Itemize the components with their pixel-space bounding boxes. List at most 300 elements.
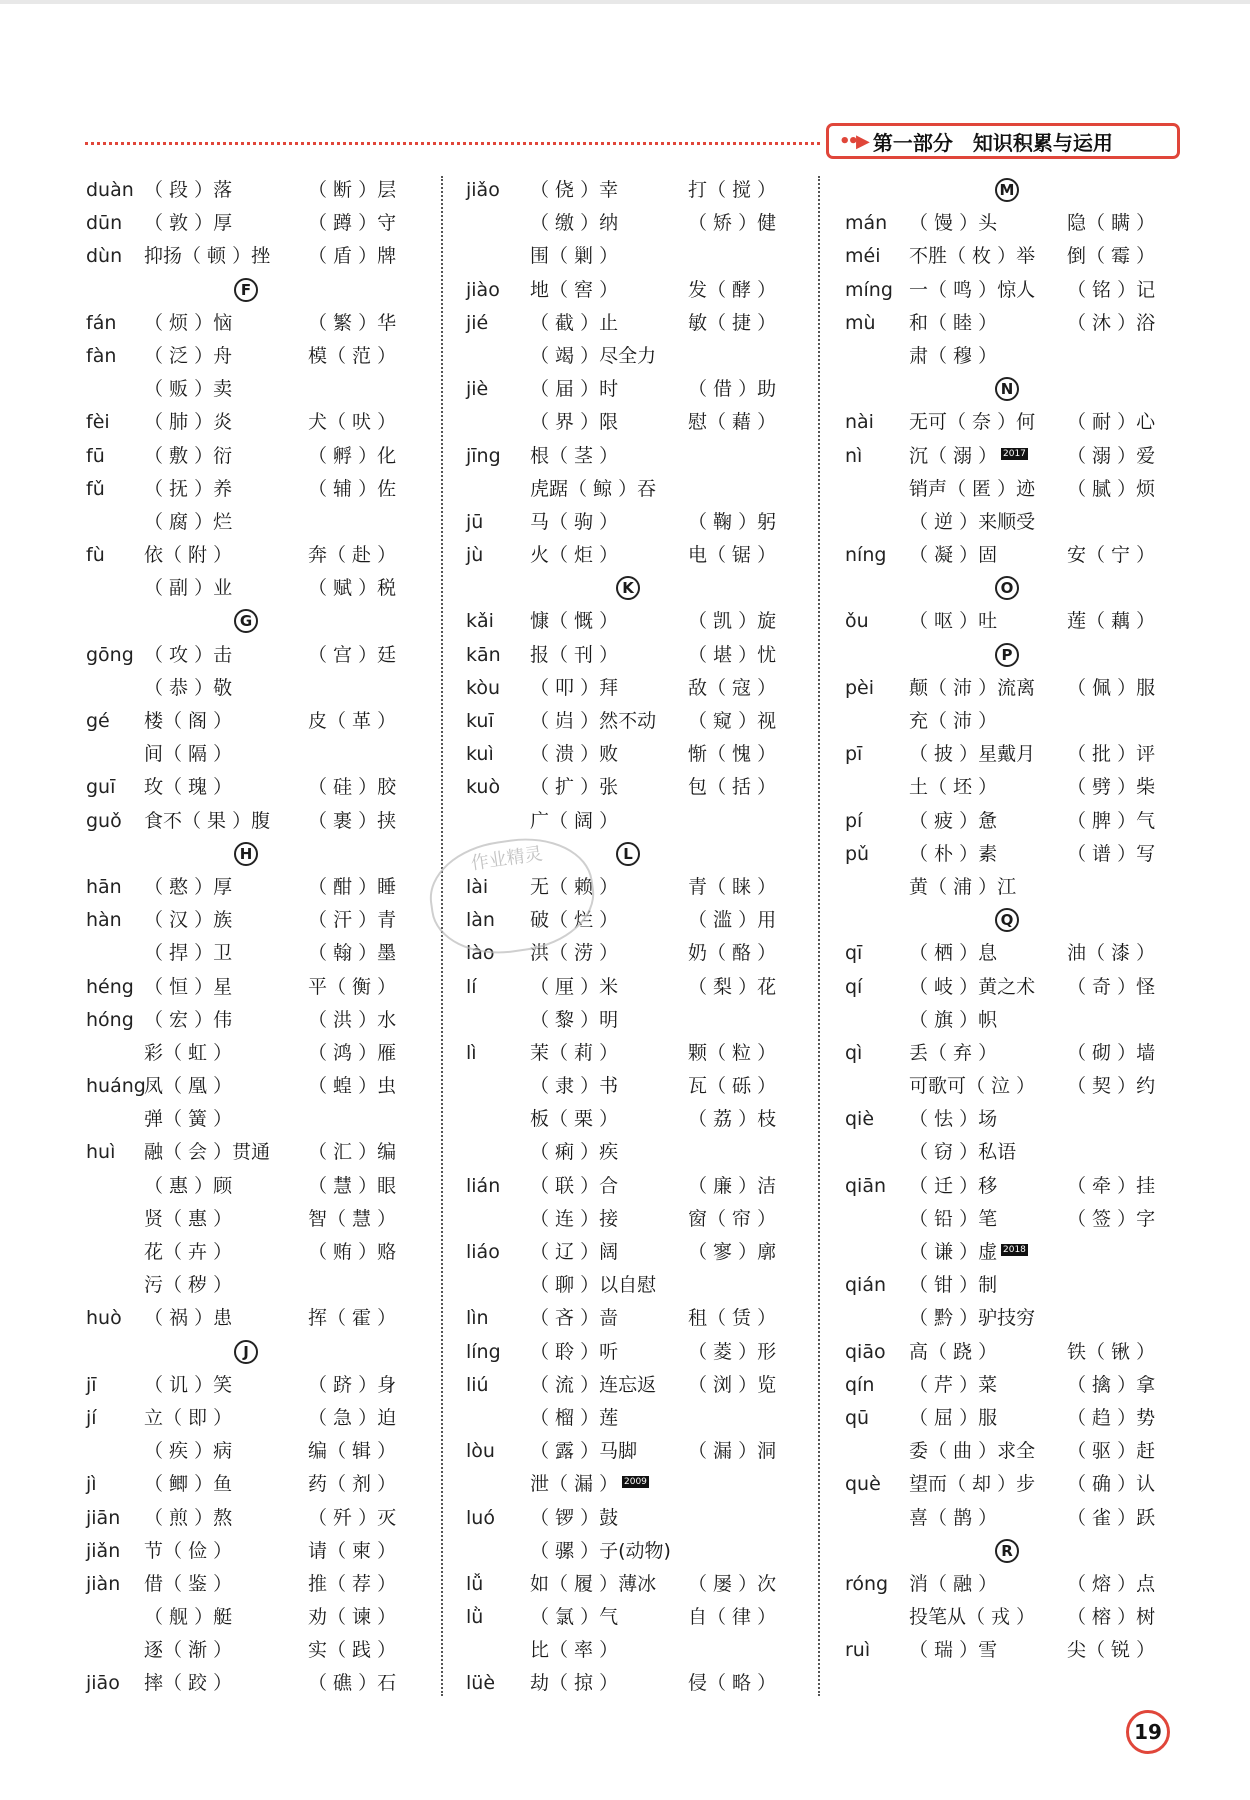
pinyin: fàn [86,344,117,367]
pinyin: lì [466,1041,477,1064]
pinyin: fū [86,444,105,467]
word-entry [86,1004,406,1037]
pinyin: nài [845,411,874,434]
word-b: （ 契 ）约 [1067,1075,1156,1098]
word-a: （ 抚 ）养 [144,477,233,500]
word-a: （ 聊 ）以自慰 [530,1274,657,1297]
word-entry [466,1502,796,1535]
letter-badge: G [234,609,258,633]
word-b: （ 盾 ）牌 [308,245,397,268]
word-a: 间（ 隔 ） [144,743,233,766]
page-number: 19 [1126,1710,1170,1754]
word-entry [86,771,406,804]
pinyin: gōng [86,643,134,666]
word-entry [466,307,796,340]
word-entry [845,971,1175,1004]
word-b: 租（ 赁 ） [688,1307,777,1330]
word-b: 奶（ 酪 ） [688,942,777,965]
word-b: （ 腻 ）烦 [1067,477,1156,500]
word-a: （ 宏 ）伟 [144,1008,233,1031]
word-entry [86,1634,406,1667]
word-a: 抑扬（ 顿 ）挫 [144,245,271,268]
pinyin: jiāo [86,1672,120,1695]
word-entry [845,1037,1175,1070]
word-entry [86,506,406,539]
word-a: （ 祸 ）患 [144,1307,233,1330]
pinyin: jiè [466,378,489,401]
word-entry [86,1468,406,1501]
word-entry [86,307,406,340]
pinyin: què [845,1473,881,1496]
word-entry [466,1535,796,1568]
word-a: 茉（ 莉 ） [530,1041,619,1064]
word-entry [466,1269,796,1302]
word-entry [86,1435,406,1468]
word-entry [86,1203,406,1236]
word-entry [845,771,1175,804]
word-a: 地（ 窖 ） [530,278,619,301]
pinyin: lòu [466,1440,495,1463]
letter-heading [86,1336,406,1369]
word-a: 节（ 俭 ） [144,1539,233,1562]
word-entry [466,506,796,539]
word-entry [466,805,796,838]
pinyin: níng [845,544,887,567]
word-b: （ 贿 ）赂 [308,1241,397,1263]
word-a: 充（ 沛 ） [909,710,998,732]
word-a: （ 怯 ）场 [909,1108,998,1131]
column-3 [845,174,1175,1667]
word-a: （ 瑞 ）雪 [909,1639,998,1662]
word-entry [466,639,796,672]
word-a: 洪（ 涝 ） [530,942,619,965]
word-b: （ 滥 ）用 [688,909,777,932]
word-a: 楼（ 阁 ） [144,710,233,732]
pinyin: huáng [86,1075,146,1098]
word-a: （ 榴 ）莲 [530,1406,619,1429]
word-a: （ 敷 ）衍 [144,444,233,467]
word-a: 借（ 鉴 ） [144,1572,233,1595]
pinyin: lián [466,1174,501,1197]
word-b: 挥（ 霍 ） [308,1307,397,1330]
letter-heading [845,174,1175,207]
letter-badge: J [234,1340,258,1364]
word-a: （ 肺 ）炎 [144,411,233,434]
pinyin: pí [845,809,863,832]
word-a: 玫（ 瑰 ） [144,776,233,799]
pinyin: gé [86,710,110,732]
word-entry [466,473,796,506]
pinyin: nì [845,444,863,467]
word-b: 劝（ 谏 ） [308,1606,397,1629]
word-a: 肃（ 穆 ） [909,344,998,367]
word-a: 板（ 栗 ） [530,1108,619,1131]
word-a: （ 铅 ）笔 [909,1207,998,1230]
word-entry [845,1601,1175,1634]
word-a: （ 氯 ）气 [530,1606,619,1629]
word-entry [86,406,406,439]
word-b: 发（ 酵 ） [688,278,777,301]
word-a: 和（ 睦 ） [909,311,998,334]
word-entry [86,1302,406,1335]
word-a: （ 迁 ）移 [909,1174,998,1197]
word-entry [86,904,406,937]
word-a: （ 舰 ）艇 [144,1606,233,1629]
word-entry [466,340,796,373]
word-entry [86,1402,406,1435]
word-a: 马（ 驹 ） [530,510,619,533]
word-a: （ 溃 ）败 [530,743,619,766]
pinyin: lí [466,975,477,998]
word-entry [845,240,1175,273]
pinyin: fǔ [86,477,105,500]
word-b: （ 矫 ）健 [688,212,777,235]
word-b: 智（ 慧 ） [308,1207,397,1230]
word-a: （ 骡 ）子(动物) [530,1539,671,1562]
word-a: （ 吝 ）啬 [530,1307,619,1330]
word-b: （ 佩 ）服 [1067,676,1156,699]
word-entry [845,1136,1175,1169]
pinyin: jīng [466,444,501,467]
word-entry [86,705,406,738]
word-entry [86,1070,406,1103]
word-b: （ 宫 ）廷 [308,643,397,666]
pinyin: kǎi [466,610,494,633]
word-b: （ 跻 ）身 [308,1373,397,1396]
section-title: 第一部分 知识积累与运用 [872,130,1113,155]
word-a: 贤（ 惠 ） [144,1207,233,1230]
word-b: （ 酣 ）睡 [308,875,397,898]
word-b: （ 汗 ）青 [308,909,397,932]
word-a: 望而（ 却 ）步 [909,1473,1036,1496]
letter-badge: F [234,278,258,302]
word-b: 实（ 践 ） [308,1639,397,1662]
word-b: 编（ 辑 ） [308,1440,397,1463]
word-entry [845,672,1175,705]
word-a: （ 扩 ）张 [530,776,619,799]
word-b: （ 铭 ）记 [1067,278,1156,301]
pinyin: jiǎo [466,179,500,201]
word-b: （ 翰 ）墨 [308,942,397,965]
pinyin: qí [845,975,863,998]
pinyin: jù [466,544,484,567]
word-b: （ 牵 ）挂 [1067,1174,1156,1197]
word-entry [86,1568,406,1601]
word-a: （ 憨 ）厚 [144,875,233,898]
word-entry [845,1402,1175,1435]
letter-badge: H [234,842,258,866]
word-b: （ 劈 ）柴 [1067,776,1156,799]
letter-badge: P [995,643,1019,667]
word-b: （ 歼 ）灭 [308,1506,397,1529]
word-b: （ 借 ）助 [688,378,777,401]
word-a: 弹（ 簧 ） [144,1108,233,1131]
word-a: （ 岿 ）然不动 [530,710,657,732]
word-b: 侵（ 略 ） [688,1672,777,1695]
word-a: 火（ 炬 ） [530,544,619,567]
word-a: 劫（ 掠 ） [530,1672,619,1695]
letter-heading [845,1535,1175,1568]
word-a: 广（ 阔 ） [530,809,619,832]
word-b: （ 签 ）字 [1067,1207,1156,1230]
word-a: （ 露 ）马脚 [530,1440,638,1463]
word-a: 不胜（ 枚 ）举 [909,245,1036,268]
word-a: （ 黔 ）驴技穷 [909,1307,1036,1330]
pinyin: huì [86,1141,116,1164]
word-a: （ 截 ）止 [530,311,619,334]
word-b: （ 凯 ）旋 [688,610,777,633]
pinyin: liáo [466,1241,500,1263]
word-b: 电（ 锯 ） [688,544,777,567]
word-b: 请（ 柬 ） [308,1539,397,1562]
letter-badge: K [616,576,640,600]
word-a: 销声（ 匿 ）迹 [909,477,1036,500]
word-a: （ 连 ）接 [530,1207,619,1230]
word-a: （ 鲫 ）鱼 [144,1473,233,1496]
pinyin: jié [466,311,489,334]
word-entry [86,373,406,406]
word-b: 青（ 睐 ） [688,875,777,898]
pinyin: míng [845,278,893,301]
word-b: 铁（ 锹 ） [1067,1340,1156,1363]
word-entry [845,539,1175,572]
word-a: （ 逆 ）来顺受 [909,510,1036,533]
word-a: 凤（ 凰 ） [144,1075,233,1098]
word-entry [845,1236,1175,1269]
word-b: 尖（ 锐 ） [1067,1639,1156,1662]
word-b: （ 急 ）迫 [308,1406,397,1429]
word-a: （ 竭 ）尽全力 [530,344,657,367]
word-entry [845,274,1175,307]
word-entry [86,1236,406,1269]
word-entry [845,1004,1175,1037]
pinyin: lüè [466,1672,496,1695]
word-a: （ 芹 ）菜 [909,1373,998,1396]
column-divider [818,176,820,1696]
word-a: （ 锣 ）鼓 [530,1506,619,1529]
word-entry [466,1004,796,1037]
word-entry [466,1402,796,1435]
word-b: 莲（ 藕 ） [1067,610,1156,633]
word-b: （ 奇 ）怪 [1067,975,1156,998]
word-entry [845,406,1175,439]
word-a: （ 岐 ）黄之术 [909,975,1036,998]
word-a: （ 隶 ）书 [530,1075,619,1098]
word-entry [86,240,406,273]
word-entry [466,1170,796,1203]
word-a: （ 泛 ）舟 [144,344,233,367]
word-b: （ 砌 ）墙 [1067,1041,1156,1064]
word-b: （ 裹 ）挟 [308,809,397,832]
word-entry [466,971,796,1004]
word-entry [86,1535,406,1568]
pinyin: lài [466,875,489,898]
word-entry [466,1369,796,1402]
letter-badge: Q [995,908,1019,932]
word-a: （ 恭 ）敬 [144,676,233,699]
word-b: 平（ 衡 ） [308,975,397,998]
word-b: （ 鸿 ）雁 [308,1041,397,1064]
word-b: （ 耐 ）心 [1067,411,1156,434]
word-entry [86,473,406,506]
letter-heading [845,904,1175,937]
letter-badge: R [995,1539,1019,1563]
word-b: 倒（ 霉 ） [1067,245,1156,268]
pinyin: pī [845,743,863,766]
word-a: （ 讥 ）笑 [144,1373,233,1396]
word-a: 摔（ 跤 ） [144,1672,233,1695]
word-b: （ 繁 ）华 [308,311,397,334]
letter-heading [86,605,406,638]
word-b: （ 洪 ）水 [308,1008,397,1031]
word-entry [466,1136,796,1169]
word-b: （ 菱 ）形 [688,1340,777,1363]
word-b: 敌（ 寇 ） [688,676,777,699]
word-a: 逐（ 渐 ） [144,1639,233,1662]
word-entry [466,1468,796,1501]
word-a: 泄（ 漏 ） [530,1473,619,1496]
word-b: 自（ 律 ） [688,1606,777,1629]
pinyin: kuī [466,710,494,732]
word-entry [86,871,406,904]
word-entry [466,539,796,572]
word-b: （ 榕 ）树 [1067,1606,1156,1629]
word-b: （ 窥 ）视 [688,710,777,732]
word-entry [466,174,796,207]
word-entry [86,572,406,605]
word-a: （ 披 ）星戴月 [909,743,1036,766]
word-entry [86,1037,406,1070]
word-b: 慰（ 藉 ） [688,411,777,434]
pinyin: ruì [845,1639,871,1662]
year-tag: 2018 [1003,1245,1026,1255]
pinyin: jì [86,1473,97,1496]
letter-heading [466,572,796,605]
word-a: （ 朴 ）素 [909,842,998,865]
word-entry [86,1103,406,1136]
word-entry [845,838,1175,871]
word-a: 依（ 附 ） [144,544,233,567]
word-a: （ 叩 ）拜 [530,676,619,699]
pinyin: jiàn [86,1572,121,1595]
word-entry [466,738,796,771]
word-entry [845,1336,1175,1369]
word-a: （ 流 ）连忘返 [530,1373,657,1396]
letter-heading [86,274,406,307]
pinyin: fèi [86,411,110,434]
word-a: （ 副 ）业 [144,577,233,600]
pinyin: pèi [845,676,875,699]
word-entry [86,440,406,473]
pinyin: liú [466,1373,489,1396]
word-b: （ 蹲 ）守 [308,212,397,235]
word-entry [86,805,406,838]
letter-badge: L [616,842,640,866]
word-entry [466,207,796,240]
word-entry [86,1369,406,1402]
word-entry [845,937,1175,970]
word-a: （ 馒 ）头 [909,212,998,235]
section-header [826,123,1180,159]
word-entry [466,1103,796,1136]
word-entry [86,738,406,771]
word-b: （ 沐 ）浴 [1067,311,1156,334]
pinyin: róng [845,1572,889,1595]
pinyin: qiān [845,1174,887,1197]
column-1 [86,174,406,1701]
word-a: 慷（ 慨 ） [530,610,619,633]
word-a: （ 呕 ）吐 [909,610,998,633]
word-b: （ 趋 ）势 [1067,1406,1156,1429]
header-dotted-rule [85,142,820,145]
word-entry [86,1667,406,1700]
word-a: 如（ 履 ）薄冰 [530,1572,657,1595]
pinyin: kuò [466,776,501,799]
word-entry [466,440,796,473]
word-entry [86,639,406,672]
word-entry [845,1502,1175,1535]
pinyin: dùn [86,245,123,268]
word-a: 黄（ 浦 ）江 [909,875,1017,898]
word-a: （ 辽 ）阔 [530,1241,619,1263]
word-a: （ 疲 ）惫 [909,809,998,832]
word-b: （ 辅 ）佐 [308,477,397,500]
word-entry [845,340,1175,373]
word-a: （ 敦 ）厚 [144,212,233,235]
word-b: 皮（ 革 ） [308,710,397,732]
pinyin: lǚ [466,1572,484,1595]
word-a: （ 捍 ）卫 [144,942,233,965]
word-entry [845,605,1175,638]
word-a: 一（ 鸣 ）惊人 [909,278,1036,301]
pinyin: lǜ [466,1606,484,1629]
word-a: （ 煎 ）熬 [144,1506,233,1529]
word-b: （ 梨 ）花 [688,975,777,998]
word-entry [86,672,406,705]
word-b: 包（ 括 ） [688,776,777,799]
word-entry [466,672,796,705]
word-entry [845,1468,1175,1501]
word-b: 奔（ 赴 ） [308,544,397,567]
word-a: 融（ 会 ）贯通 [144,1141,271,1164]
word-b: 油（ 漆 ） [1067,942,1156,965]
word-entry [845,307,1175,340]
word-a: 虎踞（ 鲸 ）吞 [530,477,657,500]
word-a: （ 黎 ）明 [530,1008,619,1031]
word-b: （ 荔 ）枝 [688,1108,777,1131]
word-b: 敏（ 捷 ） [688,311,777,334]
word-b: 模（ 范 ） [308,344,397,367]
pinyin: jiào [466,278,500,301]
word-a: （ 恒 ）星 [144,975,233,998]
word-a: （ 窃 ）私语 [909,1141,1017,1164]
pinyin: kòu [466,676,500,699]
word-a: （ 贩 ）卖 [144,378,233,401]
pinyin: fù [86,544,105,567]
year-tag: 2017 [1003,448,1026,459]
word-a: （ 旗 ）帜 [909,1008,998,1031]
word-b: （ 溺 ）爱 [1067,444,1156,467]
word-a: （ 栖 ）息 [909,942,998,965]
word-b: （ 擒 ）拿 [1067,1373,1156,1396]
word-b: 惭（ 愧 ） [688,743,777,766]
word-b: 打（ 搅 ） [688,179,777,201]
word-b: （ 漏 ）洞 [688,1440,777,1463]
word-entry [86,1502,406,1535]
word-a: 报（ 刊 ） [530,643,619,666]
word-a: 食不（ 果 ）腹 [144,809,271,832]
word-a: 根（ 茎 ） [530,444,619,467]
